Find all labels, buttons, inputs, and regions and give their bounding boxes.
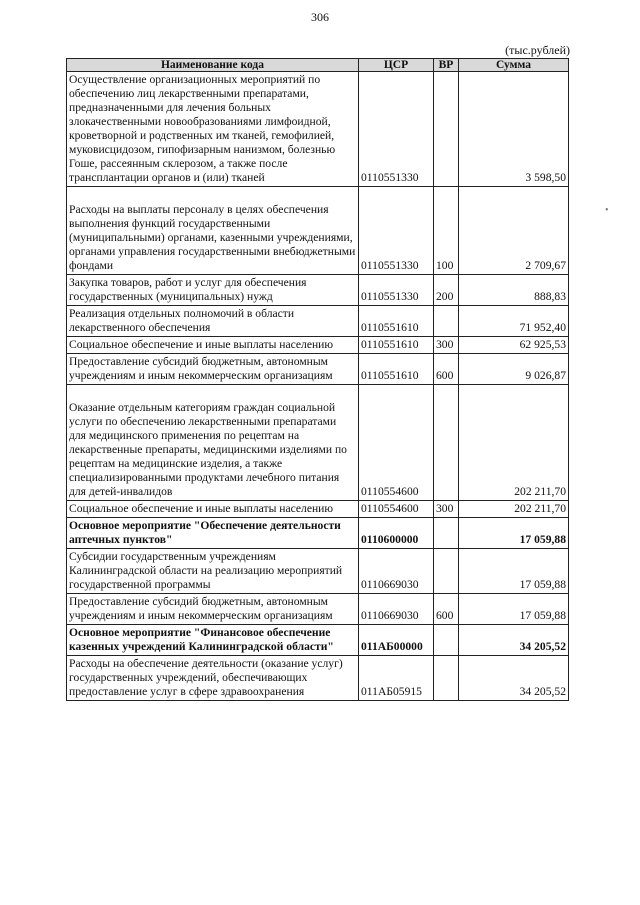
cell-sum: 62 925,53 [459, 337, 569, 354]
header-csr: ЦСР [359, 59, 434, 72]
cell-name: Социальное обеспечение и иные выплаты населению [67, 337, 359, 354]
cell-vr [434, 549, 459, 594]
cell-vr: 600 [434, 354, 459, 385]
cell-name: Реализация отдельных полномочий в области лекарственного обеспечения [67, 306, 359, 337]
cell-name: Расходы на обеспечение деятельности (оказание услуг) государственных учреждений, обеспечивающих предоставление услуг в сфере здравоохранения [67, 656, 359, 701]
cell-vr [434, 656, 459, 701]
cell-vr [434, 385, 459, 501]
cell-sum: 34 205,52 [459, 625, 569, 656]
cell-csr: 011АБ00000 [359, 625, 434, 656]
cell-sum: 202 211,70 [459, 501, 569, 518]
cell-sum: 34 205,52 [459, 656, 569, 701]
cell-csr: 011АБ05915 [359, 656, 434, 701]
cell-csr: 0110554600 [359, 385, 434, 501]
table-row [67, 625, 569, 656]
header-vr: ВР [434, 59, 459, 72]
table-row [67, 385, 569, 501]
cell-sum: 17 059,88 [459, 518, 569, 549]
cell-name: Оказание отдельным категориям граждан социальной услуги по обеспечению лекарственными препаратами для медицинского применения по рецептам на лекарственные препараты, медицинскими изделиями по рецептам на медицинские изделия, а также специализированными продуктами лечебного питания для детей-инвалидов [67, 385, 359, 501]
cell-vr: 300 [434, 337, 459, 354]
cell-name: Осуществление организационных мероприятий по обеспечению лиц лекарственными препаратами, предназначенными для лечения больных злокачественными новообразованиями лимфоидной, кроветворной и родственных им тканей, гемофилией, муковисцидозом, гипофизарным нанизмом, болезнью Гоше, рассеянным склерозом, а также после трансплантации органов и (или) тканей [67, 72, 359, 187]
cell-name: Основное мероприятие "Финансовое обеспечение казенных учреждений Калининградской области" [67, 625, 359, 656]
table-row [67, 275, 569, 306]
cell-csr: 0110551330 [359, 72, 434, 187]
cell-csr: 0110551330 [359, 187, 434, 275]
table-row [67, 72, 569, 187]
cell-name: Основное мероприятие "Обеспечение деятельности аптечных пунктов" [67, 518, 359, 549]
cell-csr: 0110551610 [359, 337, 434, 354]
cell-vr: 100 [434, 187, 459, 275]
table-row [67, 337, 569, 354]
cell-vr: 600 [434, 594, 459, 625]
cell-sum: 888,83 [459, 275, 569, 306]
cell-vr: 200 [434, 275, 459, 306]
cell-sum: 2 709,67 [459, 187, 569, 275]
cell-csr: 0110554600 [359, 501, 434, 518]
cell-csr: 0110669030 [359, 594, 434, 625]
table-row [67, 549, 569, 594]
cell-csr: 0110600000 [359, 518, 434, 549]
cell-name: Субсидии государственным учреждениям Калининградской области на реализацию мероприятий государственной программы [67, 549, 359, 594]
cell-sum: 9 026,87 [459, 354, 569, 385]
cell-vr [434, 625, 459, 656]
cell-csr: 0110669030 [359, 549, 434, 594]
units-label: (тыс.рублей) [505, 43, 570, 57]
cell-name: Расходы на выплаты персоналу в целях обеспечения выполнения функций государственными (муниципальными) органами, казенными учреждениями, органами управления государственными внебюджетными фондами [67, 187, 359, 275]
table-row [67, 354, 569, 385]
cell-sum: 71 952,40 [459, 306, 569, 337]
table-row [67, 306, 569, 337]
header-name: Наименование кода [67, 59, 359, 72]
table-row [67, 656, 569, 701]
table-row [67, 518, 569, 549]
scan-dot: • [605, 205, 609, 216]
cell-sum: 17 059,88 [459, 594, 569, 625]
cell-vr [434, 306, 459, 337]
table-row [67, 187, 569, 275]
cell-csr: 0110551330 [359, 275, 434, 306]
cell-sum: 3 598,50 [459, 72, 569, 187]
table-row [67, 594, 569, 625]
cell-vr: 300 [434, 501, 459, 518]
table-row [67, 501, 569, 518]
cell-name: Предоставление субсидий бюджетным, автономным учреждениям и иным некоммерческим организациям [67, 354, 359, 385]
header-sum: Сумма [459, 59, 569, 72]
page-number: 306 [311, 10, 329, 24]
table-body [67, 72, 569, 701]
cell-name: Социальное обеспечение и иные выплаты населению [67, 501, 359, 518]
cell-csr: 0110551610 [359, 354, 434, 385]
cell-sum: 17 059,88 [459, 549, 569, 594]
cell-vr [434, 72, 459, 187]
cell-csr: 0110551610 [359, 306, 434, 337]
budget-table [66, 58, 569, 701]
cell-vr [434, 518, 459, 549]
cell-name: Предоставление субсидий бюджетным, автономным учреждениям и иным некоммерческим организациям [67, 594, 359, 625]
cell-name: Закупка товаров, работ и услуг для обеспечения государственных (муниципальных) нужд [67, 275, 359, 306]
cell-sum: 202 211,70 [459, 385, 569, 501]
table-header-row [67, 59, 569, 72]
